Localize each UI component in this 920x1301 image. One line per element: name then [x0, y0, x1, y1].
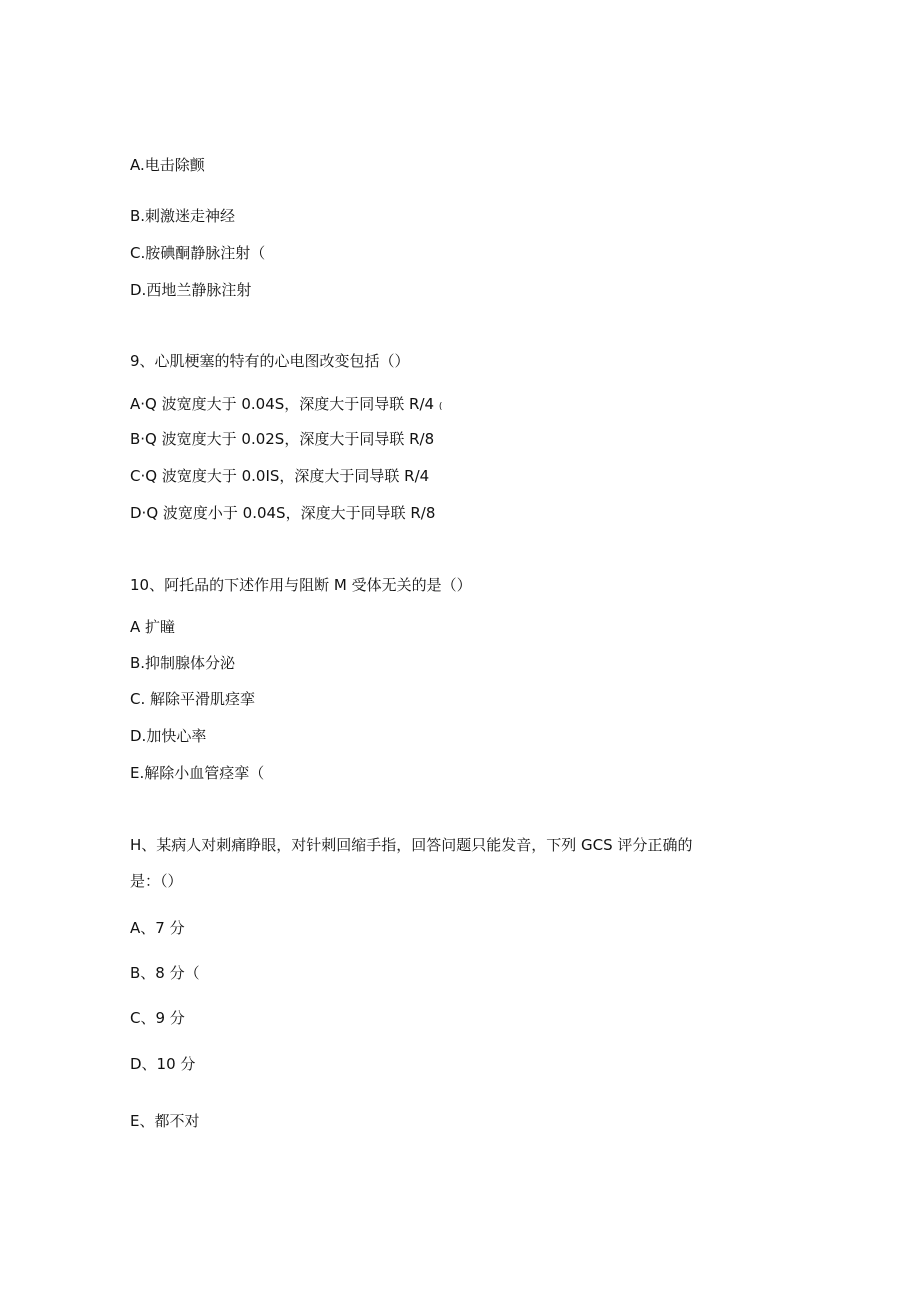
- q10-option-e: E.解除小血管痉挛（: [130, 764, 265, 782]
- q8-option-b: B.刺激迷走神经: [130, 207, 236, 225]
- q9-option-b: B·Q 波宽度大于 0.02S，深度大于同导联 R/8: [130, 430, 435, 448]
- q11-option-c: C、9 分: [130, 1009, 185, 1027]
- q11-option-e: E、都不对: [130, 1112, 200, 1130]
- q11-option-d: D、10 分: [130, 1055, 196, 1073]
- q10-stem: 10、阿托品的下述作用与阻断 M 受体无关的是（）: [130, 576, 472, 594]
- q9-option-c: C·Q 波宽度大于 0.0IS，深度大于同导联 R/4: [130, 467, 430, 485]
- q11-stem-line2: 是：（）: [130, 872, 183, 890]
- q10-option-c: C. 解除平滑肌痉挛: [130, 690, 256, 708]
- q10-option-a: A 扩瞳: [130, 618, 176, 636]
- q9-stem: 9、心肌梗塞的特有的心电图改变包括（）: [130, 352, 410, 370]
- q9-option-d: D·Q 波宽度小于 0.04S，深度大于同导联 R/8: [130, 504, 436, 522]
- q8-option-d: D.西地兰静脉注射: [130, 281, 252, 299]
- q10-option-b: B.抑制腺体分泌: [130, 654, 236, 672]
- q11-option-a: A、7 分: [130, 919, 185, 937]
- q9-option-a-mark: (: [438, 402, 443, 412]
- q10-option-d: D.加快心率: [130, 727, 207, 745]
- q11-stem-line1: H、某病人对刺痛睁眼，对针刺回缩手指，回答问题只能发音，下列 GCS 评分正确的: [130, 836, 693, 854]
- q8-option-a: A.电击除颤: [130, 156, 205, 174]
- q11-option-b: B、8 分（: [130, 964, 200, 982]
- q8-option-c: C.胺碘酮静脉注射（: [130, 244, 266, 262]
- q9-option-a-text: A·Q 波宽度大于 0.04S，深度大于同导联 R/4: [130, 395, 435, 413]
- q9-option-a: [130, 394, 442, 417]
